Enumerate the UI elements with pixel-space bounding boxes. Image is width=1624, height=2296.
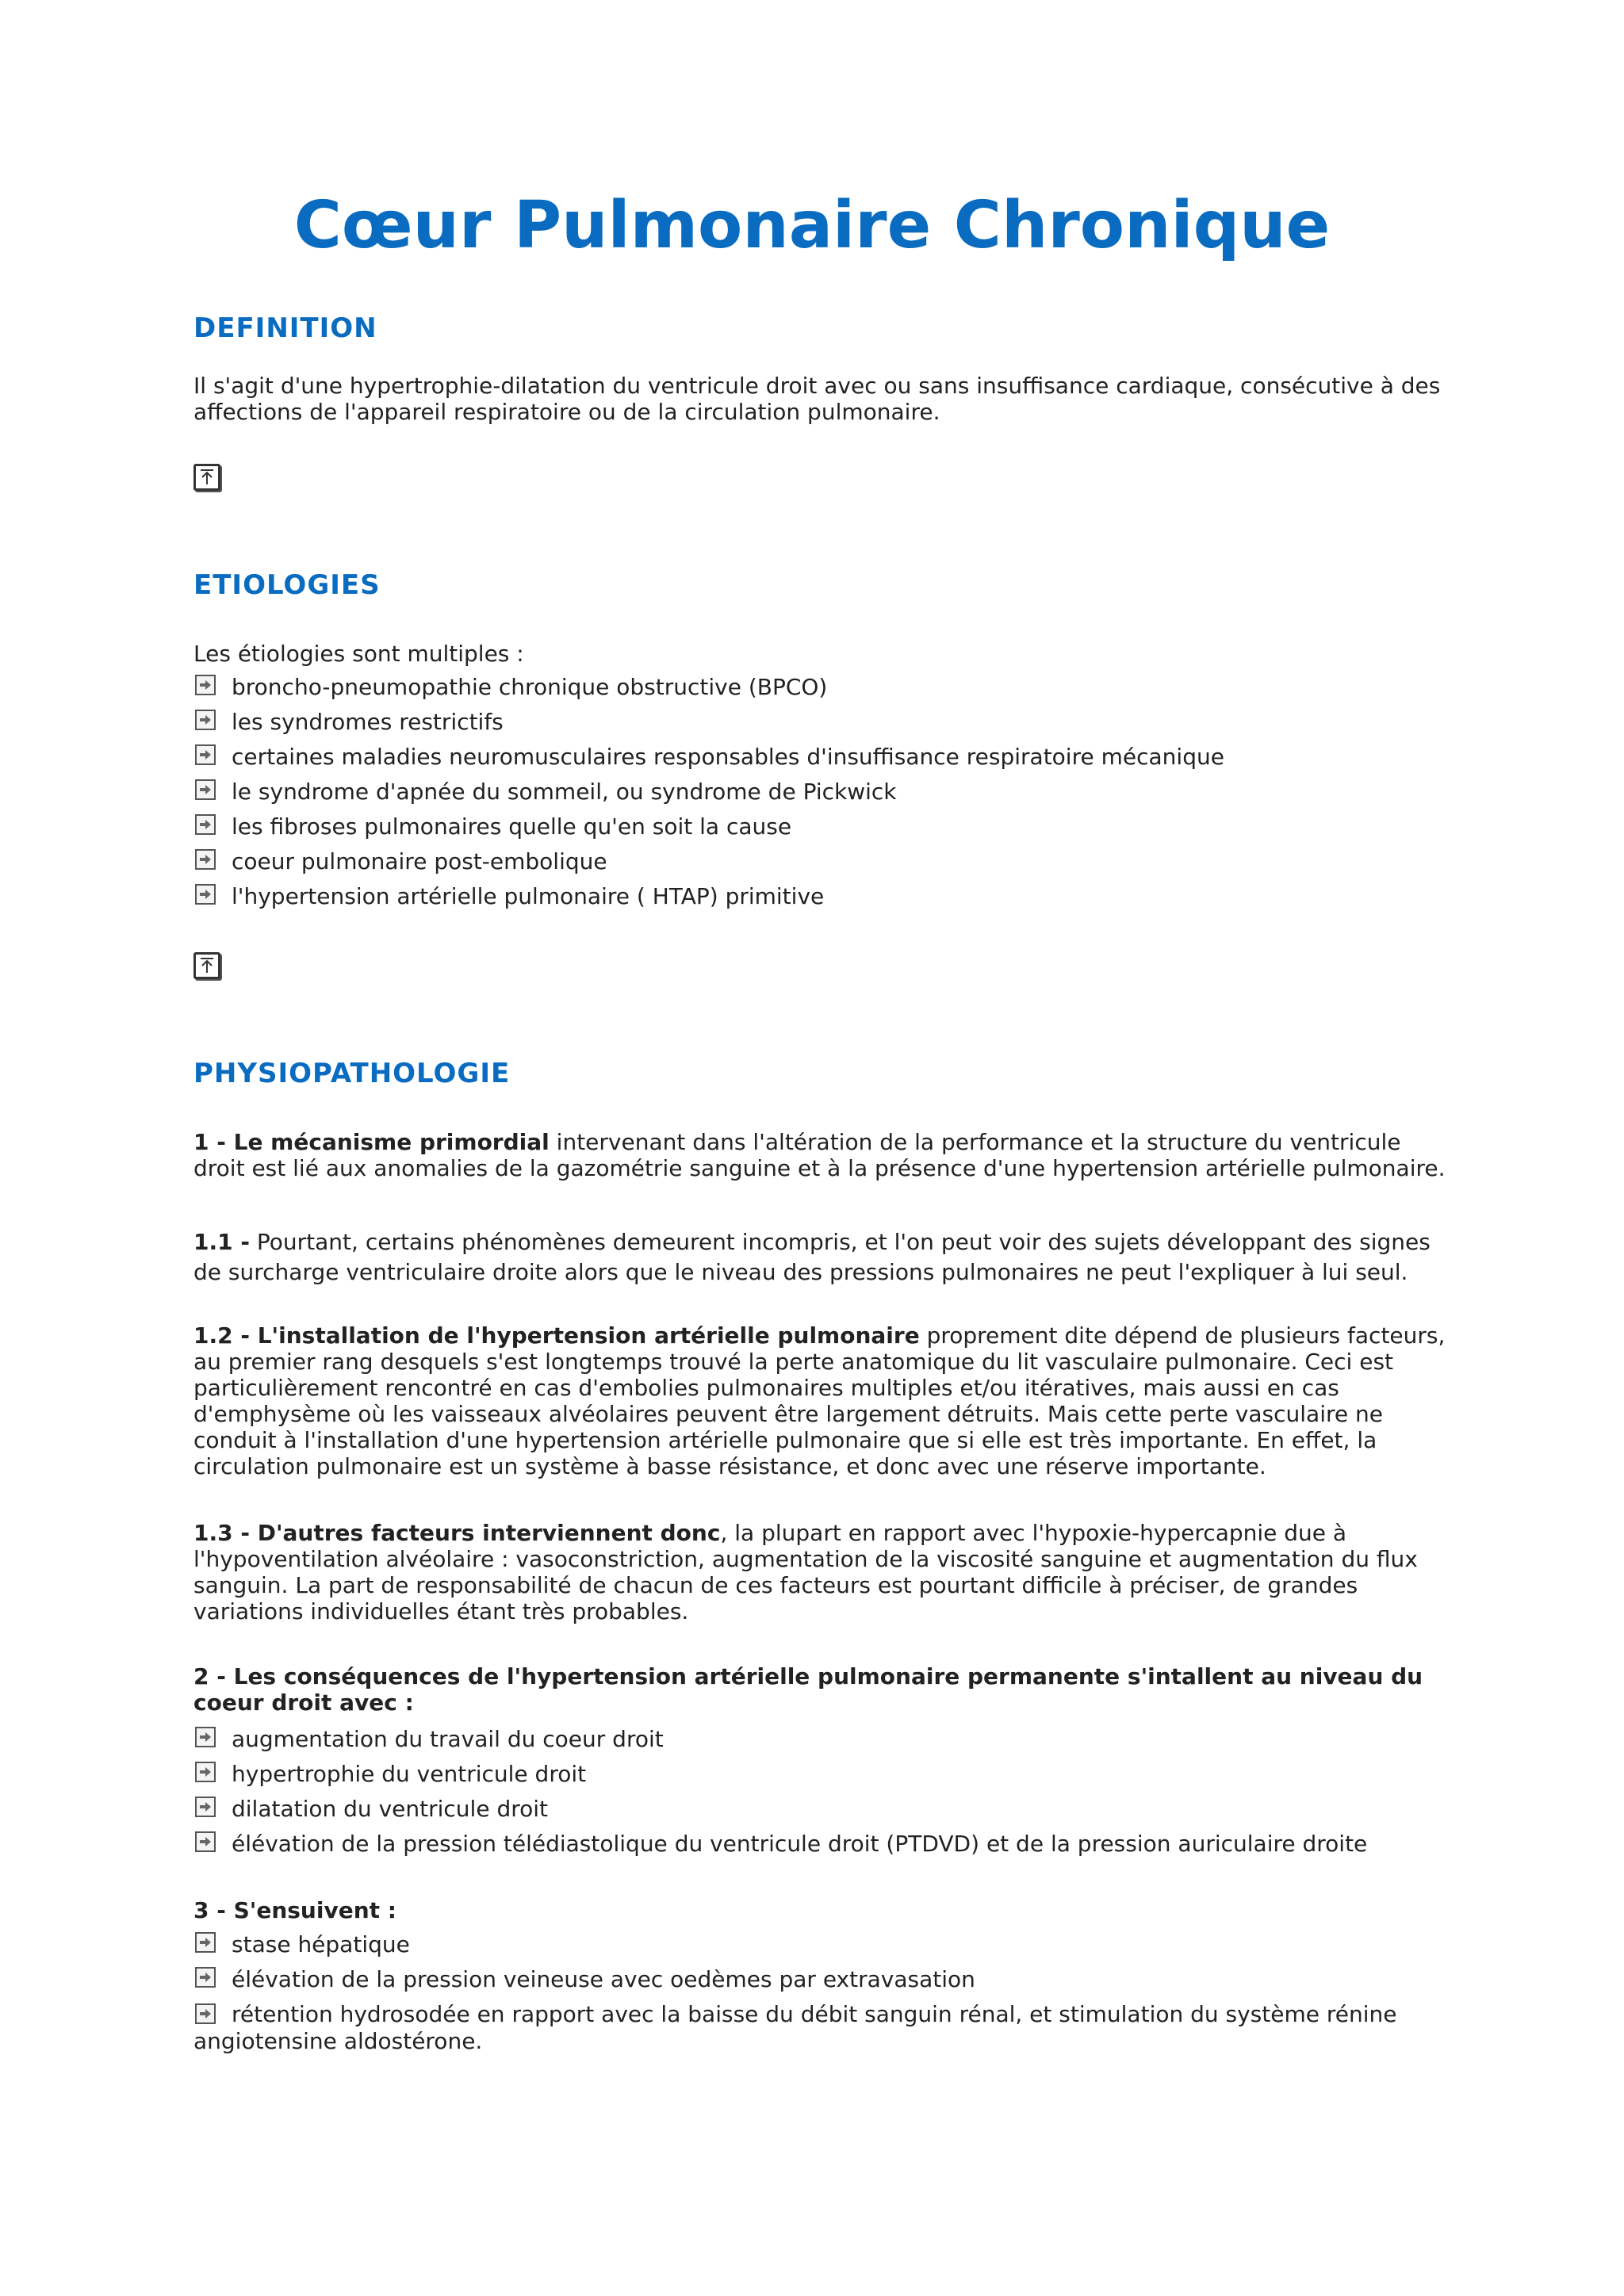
list-item: l'hypertension artérielle pulmonaire ( HTAP) primitive bbox=[193, 879, 1446, 914]
arrow-right-icon bbox=[195, 779, 216, 800]
list-item: les syndromes restrictifs bbox=[193, 705, 1446, 740]
list-item: certaines maladies neuromusculaires responsables d'insuffisance respiratoire mécanique bbox=[193, 740, 1446, 775]
arrow-right-icon bbox=[195, 675, 216, 695]
arrow-right-icon bbox=[195, 1967, 216, 1988]
list-item: coeur pulmonaire post-embolique bbox=[193, 844, 1446, 879]
arrow-right-icon bbox=[195, 744, 216, 765]
back-to-top-button[interactable] bbox=[193, 952, 220, 979]
list-item: augmentation du travail du coeur droit bbox=[193, 1722, 1446, 1757]
paragraph-1-1: 1.1 - Pourtant, certains phénomènes demeurent incompris, et l'on peut voir des sujets développant des signes de surcharge ventriculaire droite alors que le niveau des pressions pulmonaires ne peut l'expliquer à lui seul. bbox=[193, 1229, 1431, 1285]
list-item: le syndrome d'apnée du sommeil, ou syndrome de Pickwick bbox=[193, 775, 1446, 809]
arrow-right-icon bbox=[195, 1762, 216, 1782]
paragraph-1-3: 1.3 - D'autres facteurs interviennent donc, la plupart en rapport avec l'hypoxie-hypercapnie due à l'hypoventilation alvéolaire : vasoconstriction, augmentation de la viscosité sanguine et augmentation du flux sanguin. La part de responsabilité de chacun de ces facteurs est pourtant difficile à préciser, de grandes variations individuelles étant très probables. bbox=[193, 1520, 1418, 1624]
list-item: hypertrophie du ventricule droit bbox=[193, 1757, 1446, 1792]
list-item: les fibroses pulmonaires quelle qu'en soit la cause bbox=[193, 809, 1446, 844]
arrow-right-icon bbox=[195, 1932, 216, 1953]
etiologies-list bbox=[193, 670, 1446, 914]
physiopathologie-heading: PHYSIOPATHOLOGIE bbox=[193, 1058, 511, 1089]
paragraph-1: 1 - Le mécanisme primordial intervenant dans l'altération de la performance et la structure du ventricule droit est lié aux anomalies de la gazométrie sanguine et à la présence d'une hypertension artérielle pulmonaire. bbox=[193, 1129, 1446, 1181]
definition-text: Il s'agit d'une hypertrophie-dilatation du ventricule droit avec ou sans insuffisance cardiaque, consécutive à des affections de l'appareil respiratoire ou de la circulation pulmonaire. bbox=[193, 373, 1441, 425]
consequences-list bbox=[193, 1722, 1446, 1862]
paragraph-2: 2 - Les conséquences de l'hypertension artérielle pulmonaire permanente s'intallent au niveau du coeur droit avec : bbox=[193, 1663, 1423, 1716]
arrow-up-icon bbox=[198, 957, 216, 974]
etiologies-list-block bbox=[193, 670, 1446, 914]
paragraph-3: 3 - S'ensuivent : bbox=[193, 1897, 396, 1923]
list-item: dilatation du ventricule droit bbox=[193, 1792, 1446, 1827]
definition-heading: DEFINITION bbox=[193, 312, 377, 344]
etiologies-intro: Les étiologies sont multiples : bbox=[193, 641, 524, 667]
back-to-top-button[interactable] bbox=[193, 464, 220, 491]
etiologies-heading: ETIOLOGIES bbox=[193, 569, 381, 601]
arrow-right-icon bbox=[195, 884, 216, 905]
list-item: stase hépatique bbox=[193, 1927, 1446, 1962]
arrow-right-icon bbox=[195, 1797, 216, 1817]
list-item: élévation de la pression télédiastolique du ventricule droit (PTDVD) et de la pression auriculaire droite bbox=[193, 1827, 1446, 1862]
arrow-right-icon bbox=[195, 1831, 216, 1852]
arrow-right-icon bbox=[195, 2003, 216, 2024]
arrow-right-icon bbox=[195, 814, 216, 835]
list-item: rétention hydrosodée en rapport avec la baisse du débit sanguin rénal, et stimulation du système rénine angiotensine aldostérone. bbox=[193, 2001, 1397, 2054]
arrow-right-icon bbox=[195, 1727, 216, 1747]
consequences-list-block bbox=[193, 1722, 1446, 1862]
list-item: élévation de la pression veineuse avec oedèmes par extravasation bbox=[193, 1962, 1446, 1997]
arrow-up-icon bbox=[198, 469, 216, 486]
paragraph-1-2: 1.2 - L'installation de l'hypertension artérielle pulmonaire proprement dite dépend de plusieurs facteurs, au premier rang desquels s'est longtemps trouvé la perte anatomique du lit vasculaire pulmonaire. Ceci est particulièrement rencontré en cas d'embolies pulmonaires multiples et/ou itératives, mais aussi en cas d'emphysème où les vaisseaux alvéolaires peuvent être largement détruits. Mais cette perte vasculaire ne conduit à l'installation d'une hypertension artérielle pulmonaire que si elle est très importante. En effet, la circulation pulmonaire est un système à basse résistance, et donc avec une réserve importante. bbox=[193, 1322, 1446, 1479]
consequences-3-list-block bbox=[193, 1927, 1446, 2055]
arrow-right-icon bbox=[195, 849, 216, 870]
page-title: Cœur Pulmonaire Chronique bbox=[293, 188, 1331, 263]
arrow-right-icon bbox=[195, 710, 216, 730]
consequences-3-list bbox=[193, 1927, 1446, 2055]
list-item: broncho-pneumopathie chronique obstructive (BPCO) bbox=[193, 670, 1446, 705]
